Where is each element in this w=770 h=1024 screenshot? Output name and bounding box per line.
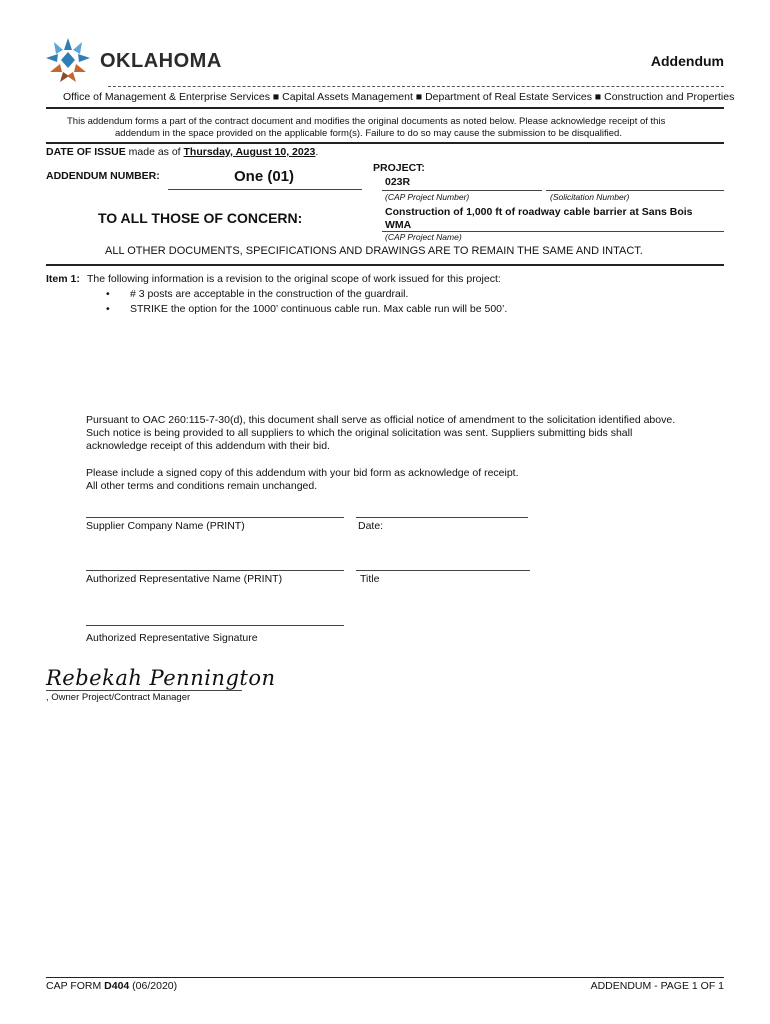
project-name-line-1: Construction of 1,000 ft of roadway cable barrier at Sans Bois (385, 206, 693, 218)
manager-signature-line (46, 690, 242, 691)
header-dashed-rule (108, 86, 724, 87)
form-code-date: (06/2020) (129, 980, 178, 992)
form-code-number: D404 (104, 980, 130, 992)
rep-signature-label: Authorized Representative Signature (86, 632, 258, 644)
title-label: Title (360, 573, 380, 585)
date-line[interactable] (356, 517, 528, 518)
remain-notice: ALL OTHER DOCUMENTS, SPECIFICATIONS AND DRAWINGS ARE TO REMAIN THE SAME AND INTACT. (105, 245, 643, 257)
page-number: ADDENDUM - PAGE 1 OF 1 (590, 980, 724, 992)
cap-project-name-caption: (CAP Project Name) (385, 232, 462, 242)
notice-line-3: acknowledge receipt of this addendum with their bid. (86, 440, 330, 452)
list-item (106, 303, 507, 315)
addendum-number-value: One (01) (234, 168, 295, 185)
notice-line-5: All other terms and conditions remain unchanged. (86, 480, 318, 492)
date-of-issue (46, 146, 318, 158)
intro-rule (46, 142, 724, 144)
item-1-text: The following information is a revision to the original scope of work issued for this project: (87, 273, 501, 285)
departments-line: Office of Management & Enterprise Services ■ Capital Assets Management ■ Department of Real Estate Services ■ Construction and Properties (63, 91, 735, 103)
date-of-issue-label: DATE OF ISSUE (46, 146, 126, 158)
item-1-label: Item 1: (46, 273, 80, 285)
intro-line-1: This addendum forms a part of the contract document and modifies the original documents as noted below. Please acknowledge receipt of this (67, 116, 666, 127)
header-rule (46, 107, 724, 109)
form-code (46, 980, 177, 992)
supplier-name-line[interactable] (86, 517, 344, 518)
manager-caption: , Owner Project/Contract Manager (46, 692, 191, 703)
addendum-number-underline (168, 189, 362, 190)
supplier-name-label: Supplier Company Name (PRINT) (86, 520, 245, 532)
manager-signature: Rebekah Pennington (46, 666, 276, 690)
to-all-heading: TO ALL THOSE OF CONCERN: (98, 210, 303, 226)
addendum-number-label: ADDENDUM NUMBER: (46, 170, 160, 182)
oklahoma-star-icon (42, 36, 94, 86)
date-label: Date: (358, 520, 384, 532)
notice-line-4: Please include a signed copy of this addendum with your bid form as acknowledge of receipt. (86, 467, 519, 479)
project-label: PROJECT: (373, 162, 425, 174)
list-item (106, 288, 408, 300)
cap-project-number-caption: (CAP Project Number) (385, 192, 470, 202)
bullet-text: STRIKE the option for the 1000’ continuous cable run. Max cable run will be 500’. (130, 303, 508, 315)
title-line[interactable] (356, 570, 530, 571)
solicitation-number-underline (546, 190, 724, 191)
form-code-prefix: CAP FORM (46, 980, 105, 992)
project-name-line-2: WMA (385, 219, 412, 231)
notice-line-1: Pursuant to OAC 260:115-7-30(d), this document shall serve as official notice of amendment to the solicitation identified above. (86, 414, 676, 426)
document-title: Addendum (650, 53, 724, 69)
logo-wordmark: OKLAHOMA (100, 50, 222, 72)
bullet-icon: • (106, 303, 110, 315)
date-of-issue-value: Thursday, August 10, 2023 (183, 146, 316, 158)
intro-line-2: addendum in the space provided on the applicable form(s). Failure to do so may cause the submission to be disqualified. (115, 128, 622, 139)
solicitation-number-caption: (Solicitation Number) (550, 192, 630, 202)
notice-rule (46, 264, 724, 266)
date-of-issue-end: . (315, 146, 319, 158)
rep-name-line[interactable] (86, 570, 344, 571)
date-of-issue-middle: made as of (125, 146, 184, 158)
notice-line-2: Such notice is being provided to all suppliers to which the original solicitation was sent. Suppliers submitting bids shall (86, 427, 633, 439)
rep-signature-line[interactable] (86, 625, 344, 626)
footer-rule (46, 977, 724, 978)
rep-name-label: Authorized Representative Name (PRINT) (86, 573, 283, 585)
project-number: 023R (385, 176, 411, 188)
bullet-text: # 3 posts are acceptable in the construction of the guardrail. (130, 288, 409, 300)
oklahoma-logo (42, 36, 222, 86)
project-number-underline (382, 190, 542, 191)
bullet-icon: • (106, 288, 110, 300)
